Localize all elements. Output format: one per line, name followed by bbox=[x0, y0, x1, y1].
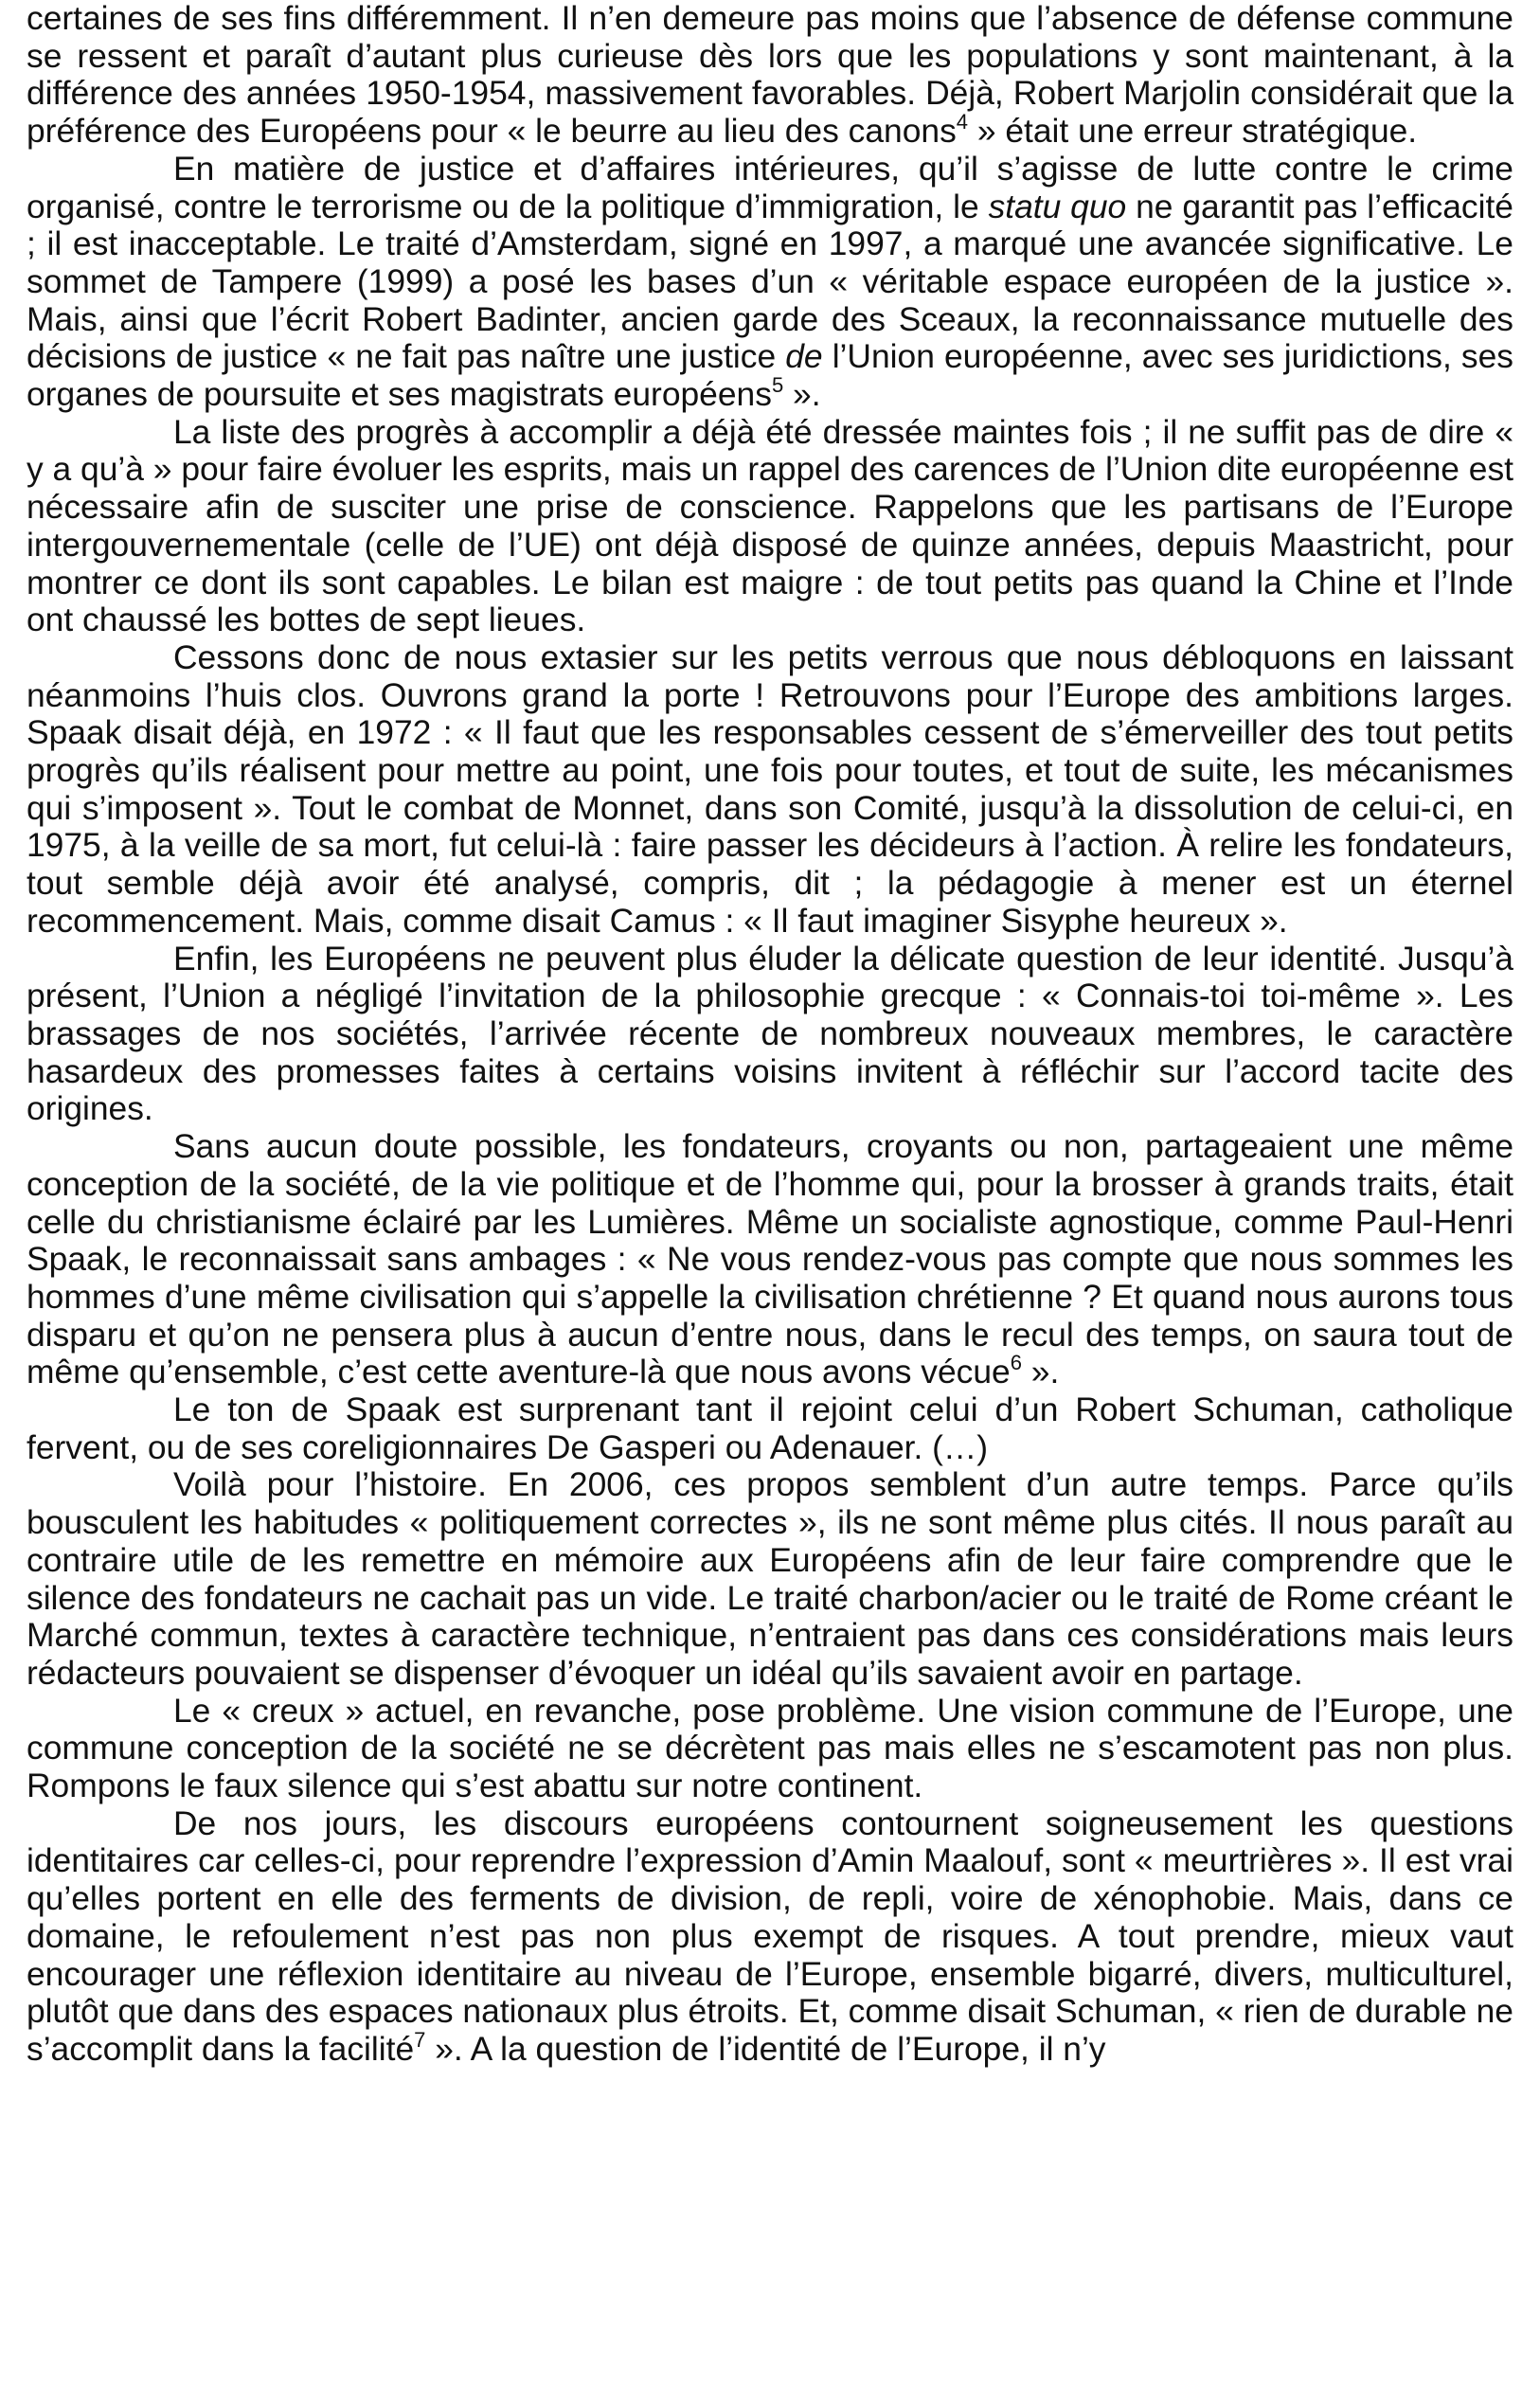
text-run: certaines de ses fins différemment. Il n’en demeure pas moins que l’absence de défense commune se ressent et paraît d’autant plus curieuse dès lors que les populations y sont maintenant, à la différence des années 1950-1954, massivement favorables. Déjà, Robert Marjolin considérait que la préférence des Européens pour « le beurre au lieu des canons bbox=[27, 0, 1513, 151]
paragraph bbox=[27, 1128, 1513, 1391]
paragraph bbox=[27, 941, 1513, 1129]
text-run: De nos jours, les discours européens contournent soigneusement les questions identitaires car celles-ci, pour reprendre l’expression d’Amin Maalouf, sont « meurtrières ». Il est vrai qu’elles portent en elle des ferments de division, de repli, voire de xénophobie. Mais, dans ce domaine, le refoulement n’est pas non plus exempt de risques. A tout prendre, mieux vaut encourager une réflexion identitaire au niveau de l’Europe, ensemble bigarré, divers, multiculturel, plutôt que dans des espaces nationaux plus étroits. Et, comme disait Schuman, « rien de durable ne s’accomplit dans la facilité bbox=[27, 1803, 1513, 2068]
text-run: Le « creux » actuel, en revanche, pose problème. Une vision commune de l’Europe, une commune conception de la société ne se décrètent pas mais elles ne s’escamotent pas non plus. Rompons le faux silence qui s’est abattu sur notre continent. bbox=[27, 1691, 1513, 1805]
text-run: Enfin, les Européens ne peuvent plus éluder la délicate question de leur identité. Jusqu’à présent, l’Union a négligé l’invitation de la philosophie grecque : « Connais-toi toi-même ». Les brassages de nos sociétés, l’arrivée récente de nombreux nouveaux membres, le caractère hasardeux des promesses faites à certains voisins invitent à réfléchir sur l’accord tacite des origines. bbox=[27, 939, 1513, 1128]
text-run: ». bbox=[1021, 1353, 1060, 1391]
paragraph bbox=[27, 1391, 1513, 1466]
text-run: Voilà pour l’histoire. En 2006, ces propos semblent d’un autre temps. Parce qu’ils bousculent les habitudes « politiquement correctes », ils ne sont même plus cités. Il nous paraît au contraire utile de les remettre en mémoire aux Européens afin de leur faire comprendre que le silence des fondateurs ne cachait pas un vide. Le traité charbon/acier ou le traité de Rome créant le Marché commun, textes à caractère technique, n’entraient pas dans ces considérations mais leurs rédacteurs pouvaient se dispenser d’évoquer un idéal qu’ils savaient avoir en partage. bbox=[27, 1465, 1513, 1692]
text-run: » était une erreur stratégique. bbox=[968, 112, 1418, 151]
text-run: ». A la question de l’identité de l’Europe, il n’y bbox=[425, 2029, 1106, 2068]
italic-text: de bbox=[785, 337, 823, 376]
paragraph bbox=[27, 1693, 1513, 1805]
text-run: l’Union européenne, avec ses juridictions, ses organes de poursuite et ses magistrats européens bbox=[27, 337, 1513, 414]
text-run: Sans aucun doute possible, les fondateurs, croyants ou non, partageaient une même conception de la société, de la vie politique et de l’homme qui, pour la brosser à grands traits, était celle du christianisme éclairé par les Lumières. Même un socialiste agnostique, comme Paul-Henri Spaak, le reconnaissait sans ambages : « Ne vous rendez-vous pas compte que nous sommes les hommes d’une même civilisation qui s’appelle la civilisation chrétienne ? Et quand nous aurons tous disparu et qu’on ne pensera plus à aucun d’entre nous, dans le recul des temps, on saura tout de même qu’ensemble, c’est cette aventure-là que nous avons vécue bbox=[27, 1127, 1513, 1391]
paragraph bbox=[27, 151, 1513, 414]
paragraph bbox=[27, 639, 1513, 941]
footnote-reference: 6 bbox=[1010, 1351, 1022, 1375]
italic-text: statu quo bbox=[988, 187, 1127, 225]
footnote-reference: 7 bbox=[414, 2027, 426, 2052]
document-page bbox=[27, 0, 1513, 2069]
paragraph bbox=[27, 1466, 1513, 1692]
text-run: La liste des progrès à accomplir a déjà été dressée maintes fois ; il ne suffit pas de dire « y a qu’à » pour faire évoluer les esprits, mais un rappel des carences de l’Union dite européenne est nécessaire afin de susciter une prise de conscience. Rappelons que les partisans de l’Europe intergouvernementale (celle de l’UE) ont déjà disposé de quinze années, depuis Maastricht, pour montrer ce dont ils sont capables. Le bilan est maigre : de tout petits pas quand la Chine et l’Inde ont chaussé les bottes de sept lieues. bbox=[27, 412, 1513, 639]
paragraph bbox=[27, 414, 1513, 639]
text-run: En matière de justice et d’affaires intérieures, qu’il s’agisse de lutte contre le crime organisé, contre le terrorisme ou de la politique d’immigration, le bbox=[27, 149, 1513, 225]
footnote-reference: 5 bbox=[771, 373, 784, 398]
paragraph bbox=[27, 0, 1513, 151]
text-run: ne garantit pas l’efficacité ; il est inacceptable. Le traité d’Amsterdam, signé en 1997, a marqué une avancée significative. Le sommet de Tampere (1999) a posé les bases d’un « véritable espace européen de la justice ». Mais, ainsi que l’écrit Robert Badinter, ancien garde des Sceaux, la reconnaissance mutuelle des décisions de justice « ne fait pas naître une justice bbox=[27, 187, 1513, 376]
footnote-reference: 4 bbox=[956, 110, 969, 135]
paragraph bbox=[27, 1805, 1513, 2069]
text-run: Le ton de Spaak est surprenant tant il rejoint celui d’un Robert Schuman, catholique fervent, ou de ses coreligionnaires De Gasperi ou Adenauer. (…) bbox=[27, 1390, 1513, 1466]
text-run: ». bbox=[783, 375, 821, 414]
text-run: Cessons donc de nous extasier sur les petits verrous que nous débloquons en laissant néanmoins l’huis clos. Ouvrons grand la porte ! Retrouvons pour l’Europe des ambitions larges. Spaak disait déjà, en 1972 : « Il faut que les responsables cessent de s’émerveiller des tout petits progrès qu’ils réalisent pour mettre au point, une fois pour toutes, et tout de suite, les mécanismes qui s’imposent ». Tout le combat de Monnet, dans son Comité, jusqu’à la dissolution de celui-ci, en 1975, à la veille de sa mort, fut celui-là : faire passer les décideurs à l’action. À relire les fondateurs, tout semble déjà avoir été analysé, compris, dit ; la pédagogie à mener est un éternel recommencement. Mais, comme disait Camus : « Il faut imaginer Sisyphe heureux ». bbox=[27, 637, 1513, 940]
